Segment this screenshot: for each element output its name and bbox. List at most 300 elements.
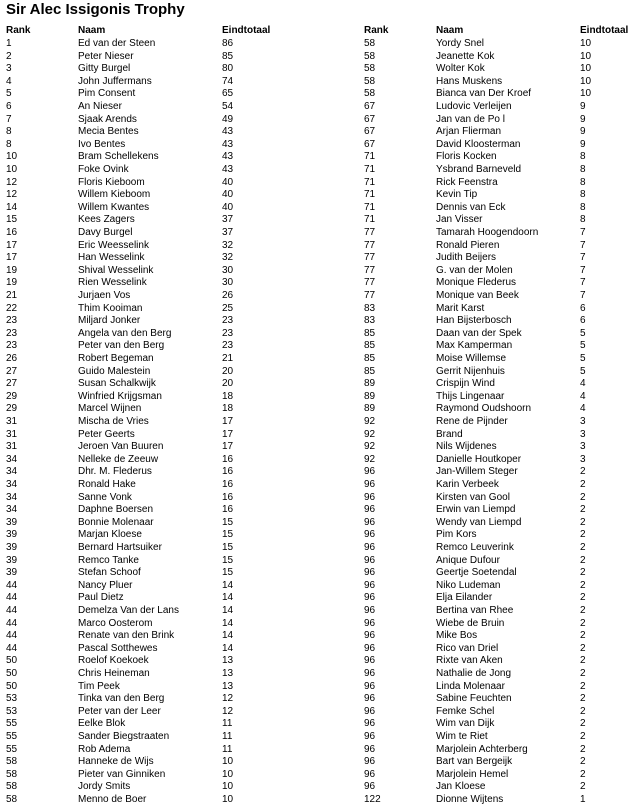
right-name: Remco Leuverink [436,542,514,553]
right-name: Bertina van Rhee [436,605,514,616]
right-rank: 71 [364,151,376,163]
left-rank: 7 [6,113,12,125]
right-name: Wolter Kok [436,63,485,75]
right-name: Jeanette Kok [436,50,495,62]
left-name: Rob Adema [78,743,131,755]
left-rank: 55 [6,718,18,730]
left-total: 74 [222,75,234,87]
right-total: 1 [580,794,586,805]
right-name: Kirsten van Gool [436,491,510,503]
right-name: G. van der Molen [436,264,513,276]
left-rank: 53 [6,705,18,717]
header-naam-left: Naam [78,25,106,36]
right-name: Wim te Riet [436,731,488,742]
left-name: Peter Nieser [78,50,134,62]
right-name: Pim Kors [436,529,477,541]
left-total: 32 [222,239,234,251]
left-name: Chris Heineman [78,668,150,679]
right-rank: 96 [364,542,376,553]
right-total: 3 [580,428,586,440]
right-total: 9 [580,126,586,138]
left-name: Peter Geerts [78,428,135,440]
right-total: 10 [580,75,592,87]
right-total: 7 [580,227,586,238]
right-rank: 92 [364,441,376,453]
left-rank: 17 [6,239,18,251]
right-name: Dennis van Eck [436,201,506,213]
right-name: Marjolein Achterberg [436,743,528,755]
left-name: Winfried Krijgsman [78,390,162,402]
table-row [0,252,633,265]
left-name: Marco Oosterom [78,617,153,629]
table-row [0,668,633,681]
table-row [0,479,633,492]
left-rank: 10 [6,164,18,175]
left-name: Pieter van Ginniken [78,768,166,780]
left-name: Hanneke de Wijs [78,756,154,768]
left-name: Robert Begeman [78,353,154,364]
right-total: 3 [580,441,586,453]
left-total: 65 [222,88,234,100]
right-total: 6 [580,302,586,314]
table-row [0,416,633,429]
left-total: 14 [222,617,234,629]
left-rank: 39 [6,554,18,566]
left-name: Mecia Bentes [78,126,139,138]
right-total: 10 [580,88,592,100]
left-rank: 31 [6,428,18,440]
left-rank: 39 [6,542,18,553]
left-total: 13 [222,655,234,667]
left-rank: 34 [6,491,18,503]
left-rank: 50 [6,668,18,679]
table-row [0,466,633,479]
left-rank: 3 [6,63,12,75]
left-name: Stefan Schoof [78,567,141,579]
left-name: Marcel Wijnen [78,403,142,415]
left-name: Angela van den Berg [78,327,172,339]
left-rank: 44 [6,579,18,591]
right-name: Gerrit Nijenhuis [436,365,505,377]
right-name: Erwin van Liempd [436,504,516,516]
right-rank: 77 [364,277,376,289]
right-rank: 85 [364,365,376,377]
right-total: 4 [580,403,586,415]
table-row [0,38,633,51]
right-rank: 96 [364,705,376,717]
left-total: 26 [222,290,234,301]
right-name: Max Kamperman [436,340,513,352]
left-total: 37 [222,227,234,238]
table-row [0,340,633,353]
left-rank: 58 [6,781,18,793]
left-name: Peter van der Leer [78,705,161,717]
right-rank: 96 [364,605,376,616]
right-name: Elja Eilander [436,592,493,604]
left-total: 16 [222,466,234,478]
header-rank-left: Rank [6,25,31,36]
right-rank: 67 [364,113,376,125]
left-rank: 58 [6,756,18,768]
left-name: Jordy Smits [78,781,131,793]
table-row [0,441,633,454]
left-total: 23 [222,327,234,339]
table-row [0,51,633,64]
left-total: 15 [222,542,234,553]
table-row [0,164,633,177]
table-header [0,25,633,38]
right-name: Bart van Bergeijk [436,756,513,768]
right-name: Geertje Soetendal [436,567,517,579]
right-rank: 96 [364,491,376,503]
table-row [0,353,633,366]
right-total: 2 [580,743,586,755]
table-row [0,315,633,328]
right-rank: 96 [364,693,376,705]
right-name: Moise Willemse [436,353,507,364]
right-total: 8 [580,164,586,175]
right-name: Yordy Snel [436,38,484,49]
table-row [0,529,633,542]
right-name: Linda Molenaar [436,680,505,692]
left-total: 20 [222,365,234,377]
left-total: 30 [222,264,234,276]
table-row [0,265,633,278]
left-name: Kees Zagers [78,214,135,226]
left-rank: 23 [6,340,18,352]
table-row [0,504,633,517]
right-rank: 77 [364,252,376,264]
right-rank: 96 [364,554,376,566]
right-total: 2 [580,592,586,604]
right-name: Anique Dufour [436,554,500,566]
right-name: Bianca van Der Kroef [436,88,532,100]
right-name: Brand [436,428,463,440]
left-rank: 44 [6,617,18,629]
left-name: Shival Wesselink [78,264,154,276]
right-total: 8 [580,201,586,213]
table-row [0,643,633,656]
left-total: 40 [222,201,234,213]
left-rank: 58 [6,768,18,780]
right-total: 2 [580,630,586,642]
right-total: 2 [580,642,586,654]
table-row [0,517,633,530]
left-total: 10 [222,794,234,805]
right-name: Crispijn Wind [436,378,495,390]
left-total: 14 [222,630,234,642]
right-total: 2 [580,504,586,516]
table-row [0,429,633,442]
left-name: Roelof Koekoek [78,655,149,667]
right-name: Jan van de Po l [436,113,505,125]
left-rank: 34 [6,466,18,478]
table-row [0,618,633,631]
right-total: 2 [580,731,586,742]
left-rank: 19 [6,277,18,289]
right-total: 10 [580,50,592,62]
left-total: 40 [222,176,234,188]
left-rank: 15 [6,214,18,226]
left-total: 43 [222,126,234,138]
left-name: Nancy Pluer [78,579,133,591]
right-total: 8 [580,189,586,201]
table-row [0,101,633,114]
left-total: 10 [222,768,234,780]
right-rank: 89 [364,378,376,390]
left-rank: 44 [6,630,18,642]
left-total: 14 [222,642,234,654]
left-name: Eric Weesselink [78,239,149,251]
table-row [0,454,633,467]
right-total: 2 [580,668,586,679]
table-row [0,151,633,164]
right-rank: 96 [364,529,376,541]
right-rank: 71 [364,189,376,201]
left-total: 16 [222,479,234,490]
left-rank: 22 [6,302,18,314]
left-rank: 2 [6,50,12,62]
right-total: 7 [580,239,586,251]
left-rank: 53 [6,693,18,705]
left-name: Bonnie Molenaar [78,516,154,528]
right-rank: 96 [364,567,376,579]
table-row [0,567,633,580]
right-rank: 122 [364,794,381,805]
right-name: Jan-Willem Steger [436,466,518,478]
right-rank: 96 [364,642,376,654]
left-rank: 16 [6,227,18,238]
right-total: 9 [580,138,586,150]
left-rank: 34 [6,453,18,465]
left-total: 11 [222,718,233,730]
left-rank: 58 [6,794,18,805]
right-name: Mike Bos [436,630,478,642]
right-total: 3 [580,416,586,427]
left-name: Han Wesselink [78,252,145,264]
right-total: 7 [580,277,586,289]
right-name: Kevin Tip [436,189,478,201]
left-rank: 34 [6,504,18,516]
left-total: 11 [222,731,233,742]
left-rank: 31 [6,416,18,427]
left-total: 20 [222,378,234,390]
right-rank: 83 [364,315,376,327]
left-name: An Nieser [78,101,122,112]
page-title: Sir Alec Issigonis Trophy [6,1,185,18]
right-name: Tamarah Hoogendoorn [436,227,539,238]
right-total: 2 [580,705,586,717]
right-total: 2 [580,768,586,780]
left-name: Gitty Burgel [78,63,131,75]
left-total: 30 [222,277,234,289]
left-rank: 55 [6,731,18,742]
left-name: Bram Schellekens [78,151,159,163]
table-row [0,580,633,593]
left-rank: 23 [6,327,18,339]
table-row [0,769,633,782]
right-name: David Kloosterman [436,138,521,150]
left-total: 12 [222,693,234,705]
left-name: Demelza Van der Lans [78,605,179,616]
right-rank: 96 [364,680,376,692]
right-rank: 96 [364,630,376,642]
left-name: Renate van den Brink [78,630,175,642]
left-total: 13 [222,668,234,679]
left-total: 32 [222,252,234,264]
left-name: Paul Dietz [78,592,124,604]
left-rank: 10 [6,151,18,163]
left-total: 17 [222,428,234,440]
left-name: Daphne Boersen [78,504,154,516]
left-total: 23 [222,315,234,327]
left-rank: 39 [6,516,18,528]
right-total: 2 [580,756,586,768]
table-row [0,693,633,706]
right-total: 10 [580,38,592,49]
left-rank: 6 [6,101,12,112]
left-rank: 23 [6,315,18,327]
left-total: 16 [222,453,234,465]
right-name: Monique Flederus [436,277,517,289]
left-name: Dhr. M. Flederus [78,466,152,478]
right-total: 7 [580,290,586,301]
table-row [0,277,633,290]
right-rank: 96 [364,768,376,780]
left-name: Nelleke de Zeeuw [78,453,159,465]
table-row [0,781,633,794]
right-rank: 96 [364,743,376,755]
right-rank: 96 [364,781,376,793]
left-name: Pascal Sotthewes [78,642,158,654]
left-rank: 17 [6,252,18,264]
right-total: 2 [580,567,586,579]
left-rank: 44 [6,605,18,616]
left-rank: 29 [6,403,18,415]
right-rank: 67 [364,126,376,138]
right-total: 8 [580,151,586,163]
table-row [0,303,633,316]
right-name: Wiebe de Bruin [436,617,505,629]
table-row [0,681,633,694]
right-rank: 92 [364,416,376,427]
right-rank: 71 [364,201,376,213]
right-rank: 96 [364,479,376,490]
right-rank: 77 [364,239,376,251]
right-total: 8 [580,214,586,226]
right-total: 9 [580,113,586,125]
left-name: Thim Kooiman [78,302,143,314]
left-name: Guido Malestein [78,365,151,377]
right-total: 10 [580,63,592,75]
left-total: 37 [222,214,234,226]
table-row [0,76,633,89]
left-rank: 31 [6,441,18,453]
right-rank: 92 [364,428,376,440]
table-row [0,756,633,769]
left-total: 16 [222,504,234,516]
left-rank: 29 [6,390,18,402]
right-rank: 77 [364,264,376,276]
right-name: Nils Wijdenes [436,441,497,453]
right-rank: 58 [364,38,376,49]
left-total: 11 [222,743,233,755]
right-rank: 96 [364,617,376,629]
left-name: Susan Schalkwijk [78,378,156,390]
left-name: Menno de Boer [78,794,147,805]
left-rank: 34 [6,479,18,490]
right-name: Jan Kloese [436,781,486,793]
right-total: 2 [580,655,586,667]
right-rank: 96 [364,504,376,516]
left-name: Rien Wesselink [78,277,147,289]
left-name: Mischa de Vries [78,416,149,427]
right-name: Marjolein Hemel [436,768,509,780]
right-rank: 96 [364,668,376,679]
left-total: 15 [222,567,234,579]
right-name: Wendy van Liempd [436,516,522,528]
right-total: 2 [580,516,586,528]
table-row [0,88,633,101]
left-total: 25 [222,302,234,314]
right-name: Marit Karst [436,302,485,314]
table-row [0,542,633,555]
left-name: Sjaak Arends [78,113,137,125]
right-name: Jan Visser [436,214,483,226]
left-total: 54 [222,101,234,112]
left-total: 21 [222,353,234,364]
left-total: 14 [222,605,234,616]
left-total: 14 [222,592,234,604]
right-rank: 96 [364,718,376,730]
right-rank: 85 [364,327,376,339]
table-row [0,731,633,744]
right-rank: 96 [364,579,376,591]
left-name: Remco Tanke [78,554,139,566]
right-rank: 67 [364,101,376,112]
right-total: 7 [580,252,586,264]
right-total: 5 [580,327,586,339]
left-name: John Juffermans [78,75,152,87]
right-rank: 96 [364,655,376,667]
table-row [0,227,633,240]
left-total: 17 [222,441,234,453]
left-name: Davy Burgel [78,227,133,238]
left-name: Marjan Kloese [78,529,142,541]
right-rank: 96 [364,756,376,768]
left-rank: 50 [6,655,18,667]
left-name: Willem Kwantes [78,201,150,213]
left-rank: 26 [6,353,18,364]
right-total: 7 [580,264,586,276]
right-name: Rene de Pijnder [436,416,508,427]
left-total: 43 [222,151,234,163]
table-row [0,139,633,152]
right-rank: 71 [364,164,376,175]
left-total: 12 [222,705,234,717]
right-total: 2 [580,542,586,553]
right-name: Ludovic Verleijen [436,101,512,112]
right-name: Raymond Oudshoorn [436,403,532,415]
header-rank-right: Rank [364,25,389,36]
left-total: 23 [222,340,234,352]
left-total: 10 [222,781,234,793]
table-row [0,605,633,618]
left-rank: 8 [6,126,12,138]
table-row [0,177,633,190]
right-total: 4 [580,390,586,402]
left-name: Tinka van den Berg [78,693,165,705]
